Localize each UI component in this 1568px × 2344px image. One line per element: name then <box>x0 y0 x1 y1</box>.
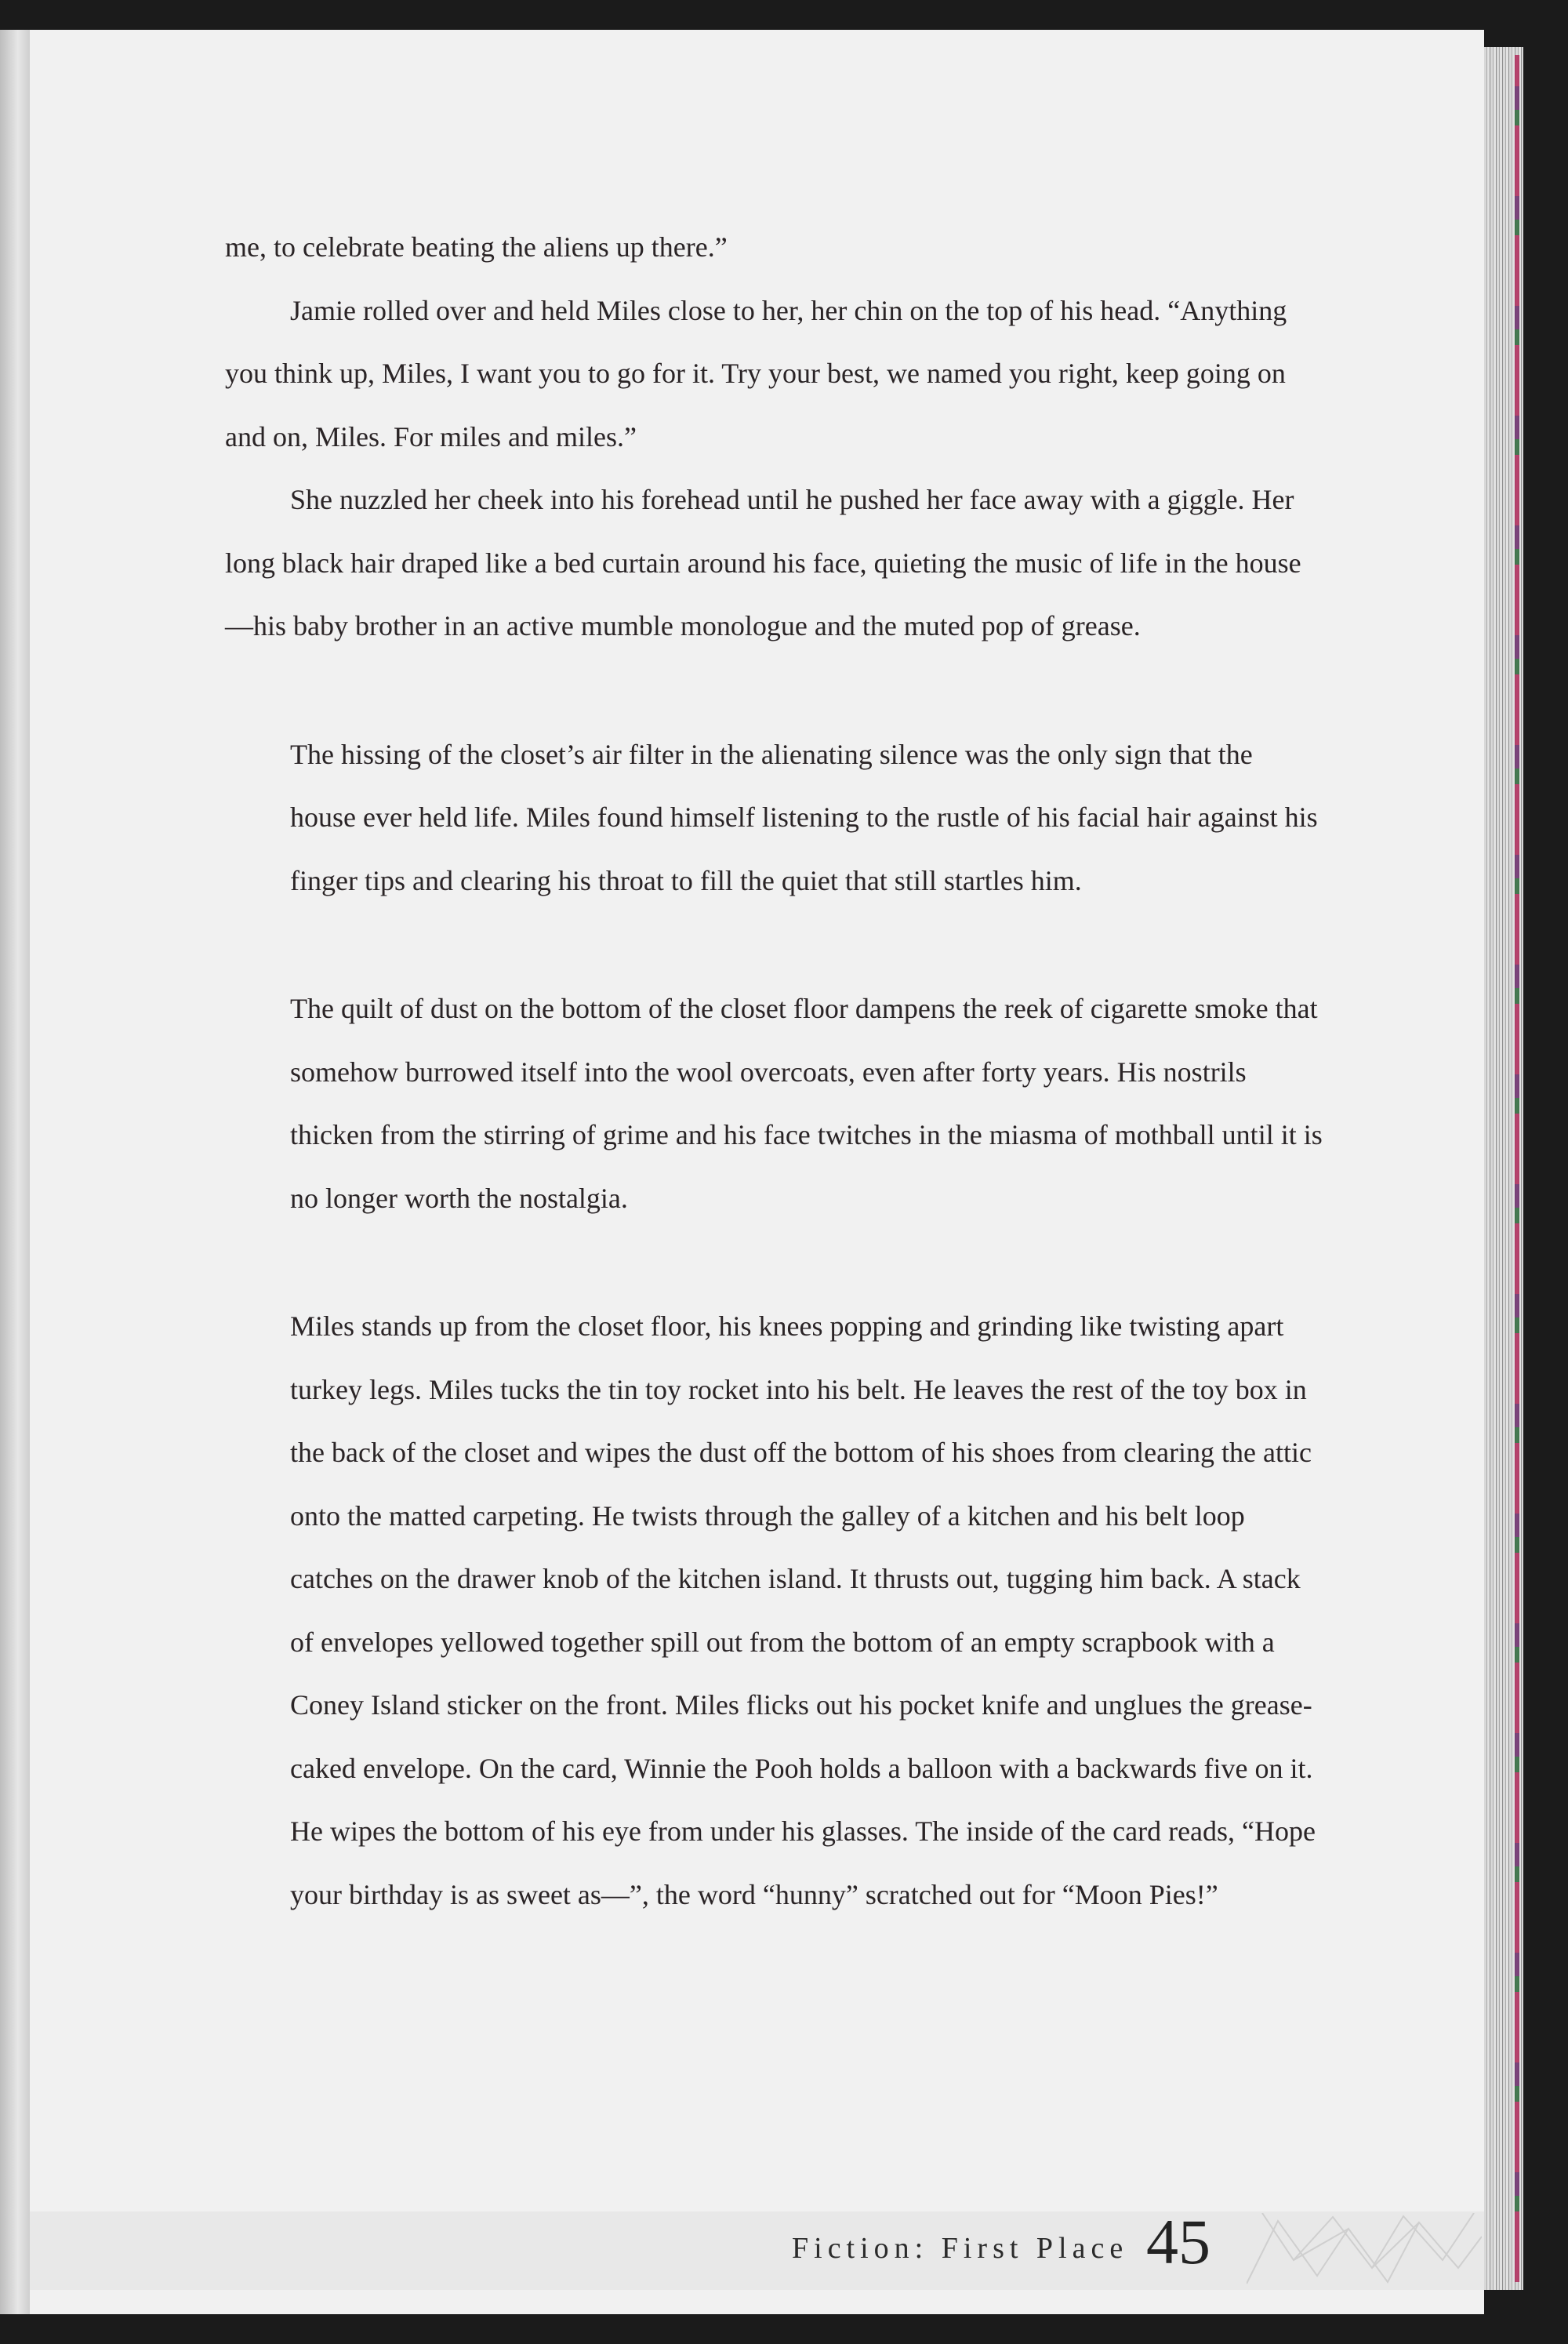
section-paragraph: The quilt of dust on the bottom of the closet floor dampens the reek of cigarette smoke that somehow burrowed itself into the wool overcoats, even after forty years. His nostrils thicken from the stirring of grime and his face twitches in the miasma of mothball until it is no longer worth the nostalgia. <box>290 993 1323 1214</box>
section-paragraph: The hissing of the closet’s air filter in the alienating silence was the only sign that the house ever held life. Miles found himself listening to the rustle of his facial hair against his finger tips and clearing his throat to fill the quiet that still startles him. <box>290 738 1318 896</box>
paragraph: Jamie rolled over and held Miles close to her, her chin on the top of his head. “Anything you think up, Miles, I want you to go for it. Try your best, we named you right, keep going on and on, Miles. For miles and miles.” <box>225 294 1287 452</box>
book-gutter <box>0 30 30 2314</box>
body-text <box>225 216 1323 1926</box>
section-paragraph: Miles stands up from the closet floor, his knees popping and grinding like twisting apart turkey legs. Miles tucks the tin toy rocket into his belt. He leaves the rest of the toy box in the back of the closet and wipes the dust off the bottom of his shoes from clearing the attic onto the matted carpeting. He twists through the galley of a kitchen and his belt loop catches on the drawer knob of the kitchen island. It thrusts out, tugging him back. A stack of envelopes yellowed together spill out from the bottom of an empty scrapbook with a Coney Island sticker on the front. Miles flicks out his pocket knife and unglues the grease-caked envelope. On the card, Winnie the Pooh holds a balloon with a backwards five on it. He wipes the bottom of his eye from under his glasses. The inside of the card reads, “Hope your birthday is as sweet as—”, the word “hunny” scratched out for “Moon Pies!” <box>290 1310 1316 1910</box>
section-break <box>225 912 1323 977</box>
footer-decoration <box>1247 2213 1482 2288</box>
paragraph: She nuzzled her cheek into his forehead until he pushed her face away with a giggle. Her long black hair draped like a bed curtain around his face, quieting the music of life in the house—his baby brother in an active mumble monologue and the muted pop of grease. <box>225 484 1301 641</box>
section-break <box>225 658 1323 723</box>
section-label: Fiction: First Place <box>792 2232 1129 2265</box>
page-number: 45 <box>1146 2206 1210 2277</box>
section-break <box>225 1230 1323 1295</box>
paragraph: me, to celebrate beating the aliens up there.” <box>225 231 728 263</box>
page-edge-color-strip <box>1515 55 1519 2282</box>
